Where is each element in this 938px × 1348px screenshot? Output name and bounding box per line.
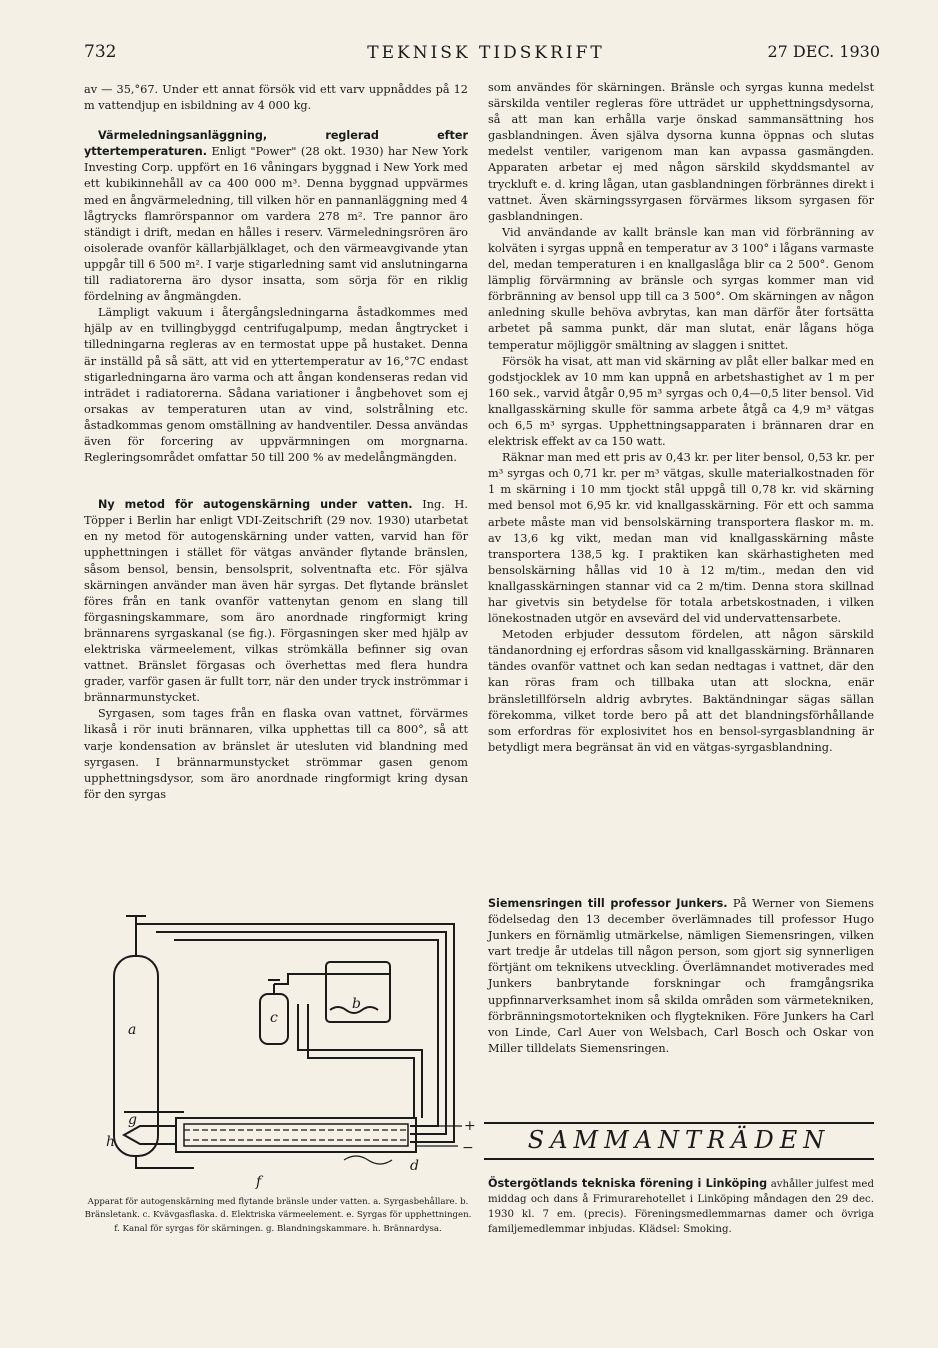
label-f: f — [256, 1174, 262, 1190]
label-plus: + — [464, 1118, 476, 1134]
issue-date: 27 DEC. 1930 — [767, 42, 880, 61]
intro-paragraph: av — 35,°67. Under ett annat försök vid ett varv uppnåddes på 12 m vattendjup en isbildning av 4 000 kg. — [84, 83, 468, 113]
notice-heading: Siemensringen till professor Junkers. — [488, 897, 728, 910]
label-d: d — [410, 1158, 419, 1174]
article-heating-p2: Lämpligt vakuum i återgångsledningarna åstadkommes med hjälp av en tvillingbyggd centrifugalpump, medan ångtrycket i tilledningarna regleras av en termostat uppe på hustaket. Denna är inställd på så sätt, att vid en yttertemperatur av 16,°7C endast stigarledningarna äro varma och att ångan kondenseras redan vid inträdet i radiatorerna. Sådana variationer i ångbehovet som ej orsakas av temperaturen utan av vind, solstrålning etc. åstadkommas genom omställning av handventiler. Dessa användas även för forcering av uppvärmningen om morgnarna. Regleringsområdet omfattar 50 till 200 % av medelångmängden. — [84, 306, 468, 465]
section-banner-title: SAMMANTRÄDEN — [527, 1126, 831, 1154]
right-paragraph-1: som användes för skärningen. Bränsle och syrgas kunna medelst särskilda ventiler regleras före utträdet ur upphettningsdysorna, så att man kan erhålla varje önskad sammansättning hos gasblandningen. Även själva dysorna kunna öppnas och slutas medelst ventiler, varigenom man kan avpassa gasmängden. Apparaten arbetar ej med någon särskild skyddsmantel av tryckluft e. d. kring lågan, utan gasblandningen förbrännes direkt i vattnet. Även skärningssyrgasen förvärmes liksom syrgasen för gasblandningen. — [488, 81, 874, 223]
article-heating-heading: Värmeledningsanläggning, reglerad efter yttertemperaturen. — [84, 129, 468, 159]
burner-nozzle — [124, 1126, 176, 1144]
meeting-text: avhåller julfest med middag och dans å Frimurarehotellet i Linköping måndagen den 29 dec. 1930 kl. 7 em. (precis). Föreningsmedlemmarnas damer och övriga familjemedlemmar inbjudas. Klädsel: Smoking. — [488, 1179, 874, 1235]
burner-body — [176, 1118, 416, 1152]
label-b: b — [352, 996, 361, 1012]
article-cutting-p1 — [84, 497, 468, 706]
banner-rule-top — [484, 1122, 874, 1124]
journal-title: TEKNISK TIDSKRIFT — [367, 43, 605, 63]
article-cutting-heading: Ny metod för autogenskärning under vatten. — [98, 498, 413, 512]
label-a: a — [128, 1022, 137, 1038]
apparatus-diagram — [84, 900, 474, 1190]
label-minus: − — [462, 1140, 474, 1156]
left-column — [84, 82, 468, 803]
siemens-ring-notice — [488, 896, 874, 1057]
right-paragraph-4: Räknar man med ett pris av 0,43 kr. per liter bensol, 0,53 kr. per m³ syrgas och 0,71 kr. per m³ vätgas, skulle materialkostnaden för 1 m skärning i 10 mm tjockt stål uppgå till 0,78 kr. vid skärning med bensol mot 6,95 kr. vid knallgasskärning. För ett och samma arbete måste man vid bensolskärning transportera flaskor m. m. av 13,6 kg vikt, medan man vid knallgasskärning måste transportera 138,5 kg. I praktiken kan skärhastigheten med bensolskärning hållas vid 10 à 12 m/tim., medan den vid knallgasskärningen stannar vid ca 2 m/tim. Denna stora skillnad har givetvis sin betydelse för totala arbetskostnaden, i vilken lönekostnaden utgör en avsevärd del vid undervattensarbete. — [488, 451, 874, 626]
meeting-heading: Östergötlands tekniska förening i Linköping — [488, 1177, 768, 1190]
right-column — [488, 80, 874, 756]
right-paragraph-2: Vid användande av kallt bränsle kan man vid förbränning av kolväten i syrgas uppnå en temperatur av 3 100° i lågans varmaste del, medan temperaturen i en knallgaslåga blir ca 2 500°. Genom lämplig förvärmning av bränsle och syrgas kommer man vid förbränning av bensol upp till ca 3 500°. Om skärningen av någon anledning skulle behöva avbrytas, kan man därför åter fortsätta arbetet på samma punkt, där man slutat, enär lågans höga temperatur möjliggör smältning av slaggen i snittet. — [488, 225, 874, 352]
label-g: g — [128, 1112, 137, 1128]
article-cutting-p2: Syrgasen, som tages från en flaska ovan vattnet, förvärmes likaså i rör inuti brännaren, vilka upphettas till ca 800°, så att varje kondensation av bränslet är utesluten vid blandning med syrgasen. I brännarmunstycket strömmar gasen genom upphettningsdysor, som äro anordnade ringformigt kring dysan för den syrgas — [84, 707, 468, 801]
label-h: h — [106, 1134, 116, 1150]
apparatus-figure — [84, 900, 474, 1190]
section-banner — [484, 1116, 874, 1162]
article-heating-text-1: Enligt "Power" (28 okt. 1930) har New York Investing Corp. uppfört en 16 våningars byggnad i New York med ett kubikinnehåll av ca 400 000 m³. Denna byggnad uppvärmes med en ångvärmeledning, till vilken hör en pannanläggning med 4 lågtrycks flamrörspannor om vardera 278 m². Tre pannor äro ständigt i drift, medan en hålles i reserv. Värmeledningsrören äro oisolerade ovanför källarbjälklaget, och den värmeavgivande ytan uppgår till 6 500 m². I varje stigarledning samt vid anslutningarna till radiatorerna äro dysor insatta, som sörja för en riklig fördelning av ångmängden. — [84, 145, 469, 304]
label-c: c — [270, 1010, 278, 1026]
page-header — [84, 42, 888, 68]
supply-pipe-outer — [156, 924, 454, 1142]
article-cutting-text-1: Ing. H. Töpper i Berlin har enligt VDI-Zeitschrift (29 nov. 1930) utarbetat en ny metod för autogenskärning under vatten, varvid han för upphettningen i stället för vätgas använder flytande bränslen, såsom bensol, bensin, bensolsprit, solventnafta etc. För själva skärningen använder man även här syrgas. Det flytande bränslet föres från en tank ovanför vattenytan genom en slang till förgasningskammare, som äro anordnade ringformigt kring brännarens syrgaskanal (se fig.). Förgasningen sker med hjälp av elektriska värmeelement, vilkas strömkälla befinner sig ovan vattnet. Bränslet förgasas och överhettas med flera hundra grader, varför gasen är fullt torr, när den under tryck inströmmar i brännarmunstycket. — [84, 498, 468, 705]
meeting-announcement — [488, 1176, 874, 1237]
page-number: 732 — [84, 42, 117, 62]
notice-text: På Werner von Siemens födelsedag den 13 december överlämnades till professor Hugo Junkers en förnämlig utmärkelse, nämligen Siemensringen, vilken vart tredje år utdelas till någon person, som gjort sig synnerligen förtjänt om teknikens utveckling. Överlämnandet motiverades med Junkers banbrytande forskningar och framgångsrika uppfinnarverksamhet inom så skilda områden som värmetekniken, förbränningsmotortekniken och flygtekniken. Före Junkers ha Carl von Linde, Carl Auer von Welsbach, Carl Bosch och Oskar von Miller tilldelats Siemensringen. — [488, 897, 874, 1055]
figure-caption: Apparat för autogenskärning med flytande bränsle under vatten. a. Syrgasbehållare. b. Bränsletank. c. Kvävgasflaska. d. Elektriska värmeelement. e. Syrgas för upphettningen. f. Kanal för syrgas för skärningen. g. Blandningskammare. h. Brännardysa. — [84, 1197, 472, 1234]
right-paragraph-5: Metoden erbjuder dessutom fördelen, att någon särskild tändanordning ej erfordras såsom vid knallgasskärning. Brännaren tändes ovanför vattnet och kan sedan nedtagas i vattnet, där den kan röras fram och tillbaka utan att slockna, enär bränsletillförseln aldrig avbrytes. Baktändningar sägas sällan förekomma, vilket torde bero på att det blandningsförhållande som erfordras för explosivitet hos en bensol-syrgasblandning är betydligt mera begränsat än vid en vätgas-syrgasblandning. — [488, 628, 874, 754]
right-paragraph-3: Försök ha visat, att man vid skärning av plåt eller balkar med en godstjocklek av 10 mm kan uppnå en arbetshastighet av 1 m per 160 sek., varvid åtgår 0,95 m³ syrgas och 0,4—0,5 liter bensol. Vid knallgasskärning skulle för samma arbete åtgå ca 4,9 m³ vätgas och 6,5 m³ syrgas. Upphettningsapparaten i brännaren drar en elektrisk effekt av ca 150 watt. — [488, 354, 874, 449]
article-heating-p1 — [84, 128, 468, 305]
banner-rule-bottom — [484, 1158, 874, 1160]
